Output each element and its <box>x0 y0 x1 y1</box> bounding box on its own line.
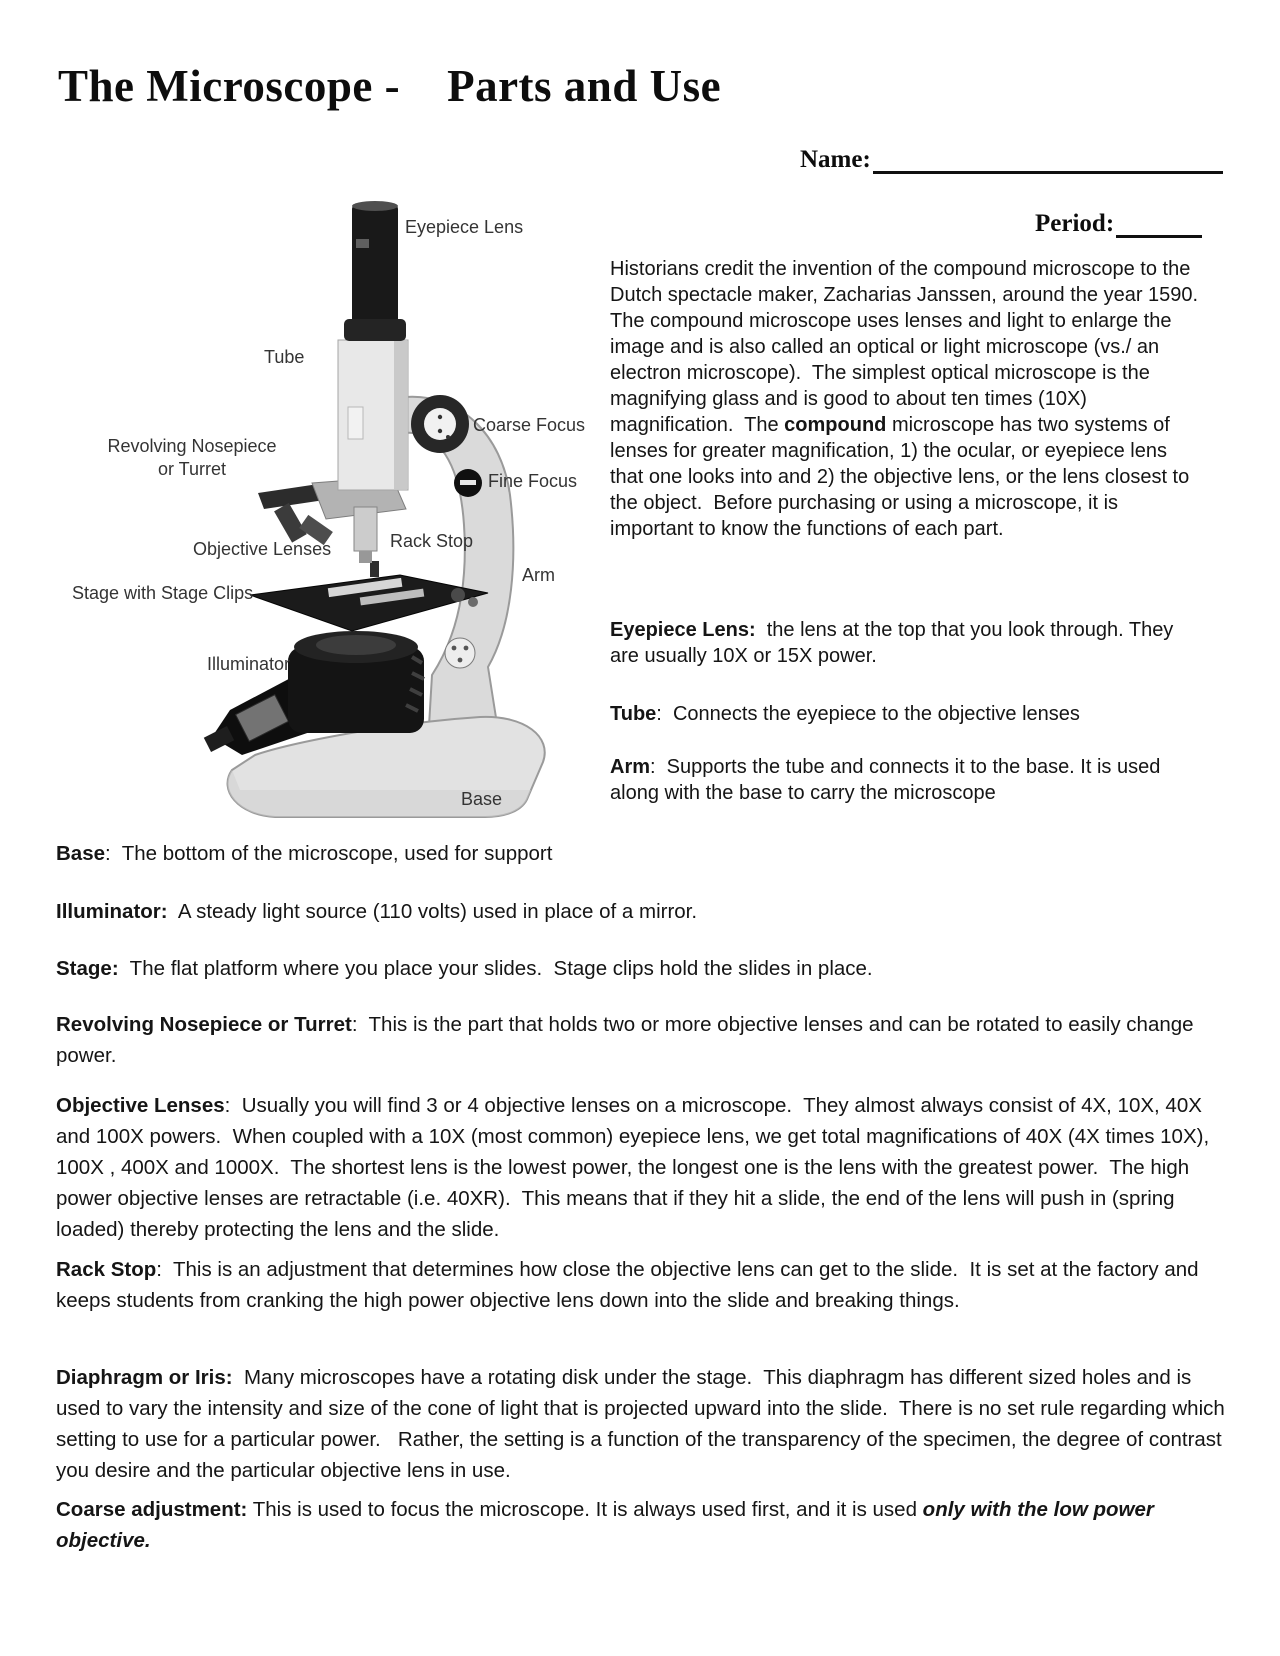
period-blank-line <box>1116 211 1202 238</box>
name-field <box>800 146 1223 174</box>
eyepiece-shape <box>352 205 398 325</box>
definition-coarse-adjustment: Coarse adjustment: This is used to focus the microscope. It is always used first, and it is used only with the low power objective. <box>56 1498 1160 1552</box>
definition-rack-stop: Rack Stop: This is an adjustment that determines how close the objective lens can get to the slide. It is set at the factory and keeps students from cranking the high power objective lens down into the slide and breaking things. <box>56 1258 1205 1312</box>
page-title: The Microscope - Parts and Use <box>58 61 722 111</box>
period-label: Period: <box>1035 210 1115 237</box>
definition-arm: Arm: Supports the tube and connects it to the base. It is used along with the base to carry the microscope <box>610 756 1166 804</box>
definition-base: Base: The bottom of the microscope, used for support <box>56 842 553 865</box>
label-illuminator: Illuminator <box>207 654 291 674</box>
period-field <box>1035 210 1202 238</box>
label-arm: Arm <box>522 565 555 585</box>
arm-knob <box>445 638 475 668</box>
label-eyepiece-lens: Eyepiece Lens <box>405 217 524 237</box>
label-coarse-focus: Coarse Focus <box>473 415 586 435</box>
label-revolving-nosepiece: Revolving Nosepiece or Turret <box>107 436 277 479</box>
definition-eyepiece-lens: Eyepiece Lens: the lens at the top that you look through. They are usually 10X or 15X power. <box>610 619 1179 667</box>
label-tube: Tube <box>264 347 305 367</box>
label-objective-lenses: Objective Lenses <box>193 539 332 559</box>
name-blank-line <box>873 147 1223 174</box>
label-fine-focus: Fine Focus <box>488 471 578 491</box>
microscope-photo <box>60 195 584 827</box>
definition-tube: Tube: Connects the eyepiece to the objective lenses <box>610 703 1080 725</box>
label-rack-stop: Rack Stop <box>390 531 474 551</box>
definition-stage: Stage: The flat platform where you place your slides. Stage clips hold the slides in place. <box>56 957 873 980</box>
label-base: Base <box>461 789 503 809</box>
definition-objective-lenses: Objective Lenses: Usually you will find 3 or 4 objective lenses on a microscope. They almost always consist of 4X, 10X, 40X and 100X powers. When coupled with a 10X (most common) eyepiece lens, we get total magnifications of 40X (4X times 10X), 100X , 400X and 1000X. The shortest lens is the lowest power, the longest one is the lens with the greatest power. The high power objective lenses are retractable (i.e. 40XR). This means that if they hit a slide, the end of the lens will push in (spring loaded) thereby protecting the lens and the slide. <box>56 1094 1215 1241</box>
label-stage: Stage with Stage Clips <box>72 583 254 603</box>
definition-illuminator: Illuminator: A steady light source (110 volts) used in place of a mirror. <box>56 900 698 923</box>
intro-paragraph: Historians credit the invention of the compound microscope to the Dutch spectacle maker, Zacharias Janssen, around the year 1590. The compound microscope uses lenses and light to enlarge the image and is also called an optical or light microscope (vs./ an electron microscope). The simplest optical microscope is the magnifying glass and is good to about ten times (10X) magnification. The compound microscope has two systems of lenses for greater magnification, 1) the ocular, or eyepiece lens that one looks into and 2) the objective lens, or the lens closest to the object. Before purchasing or using a microscope, it is important to know the functions of each part. <box>610 258 1215 540</box>
microscope-figure <box>60 195 584 827</box>
name-label: Name: <box>800 146 871 173</box>
definition-revolving-nosepiece: Revolving Nosepiece or Turret: This is the part that holds two or more objective lenses and can be rotated to easily change power. <box>56 1013 1200 1067</box>
definition-diaphragm: Diaphragm or Iris: Many microscopes have a rotating disk under the stage. This diaphragm has different sized holes and is used to vary the intensity and size of the cone of light that is projected upward into the slide. There is no set rule regarding which setting to use for a particular power. Rather, the setting is a function of the transparency of the specimen, the degree of contrast you desire and the particular objective lens in use. <box>56 1366 1231 1482</box>
